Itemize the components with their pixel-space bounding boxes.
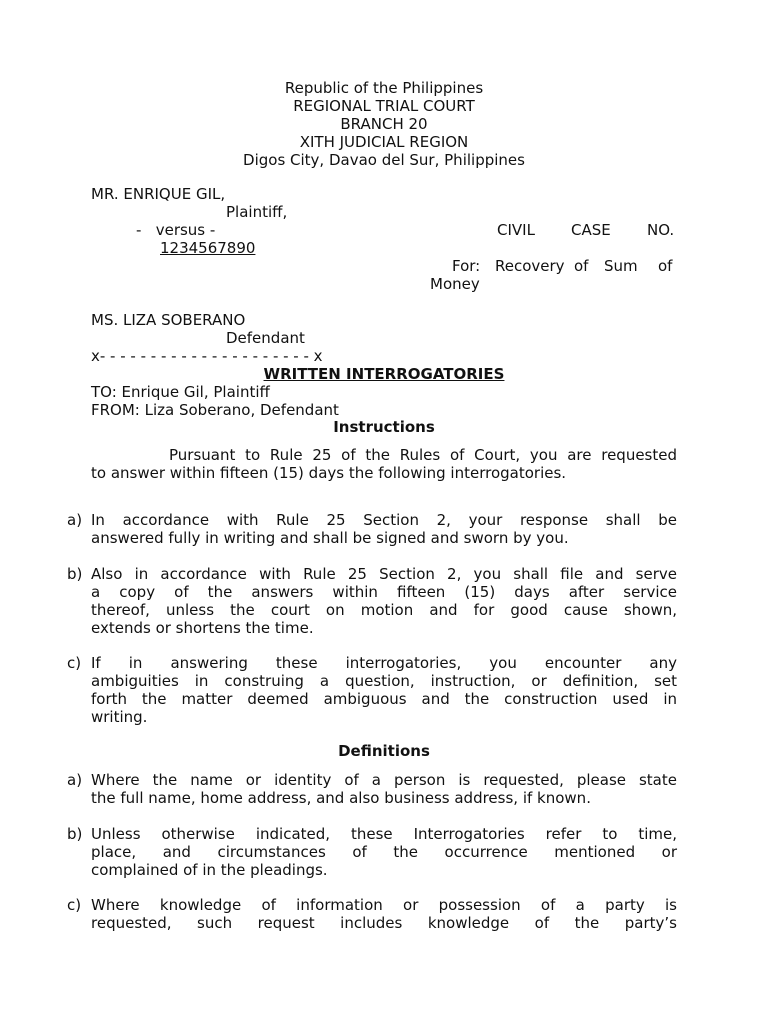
header-region: XITH JUDICIAL REGION — [299, 133, 469, 151]
instructions-heading: Instructions — [333, 418, 435, 436]
item-line: Where knowledge of information or possession of a party is — [91, 896, 677, 914]
instructions-intro — [91, 446, 677, 482]
item-line: complained of in the pleadings. — [91, 861, 328, 879]
caption-separator: x- - - - - - - - - - - - - - - - - - - - - x — [91, 347, 323, 365]
item-line: If in answering these interrogatories, you encounter any — [91, 654, 677, 672]
item-line: writing. — [91, 708, 148, 726]
for-word-of: of — [574, 257, 589, 275]
item-line: extends or shortens the time. — [91, 619, 314, 637]
to-line: TO: Enrique Gil, Plaintiff — [91, 383, 270, 401]
for-label: For: — [452, 257, 481, 275]
item-line: thereof, unless the court on motion and for good cause shown, — [91, 601, 677, 619]
item-line: a copy of the answers within fifteen (15) days after service — [91, 583, 677, 601]
header-branch: BRANCH 20 — [340, 115, 428, 133]
item-line: Unless otherwise indicated, these Interrogatories refer to time, — [91, 825, 677, 843]
for-word-money: Money — [430, 275, 480, 293]
for-word-sum: Sum — [604, 257, 638, 275]
defendant-name: MS. LIZA SOBERANO — [91, 311, 246, 329]
case-number: 1234567890 — [160, 239, 256, 257]
defendant-role: Defendant — [226, 329, 305, 347]
court-header — [0, 79, 768, 169]
header-location: Digos City, Davao del Sur, Philippines — [243, 151, 525, 169]
item-label: a) — [67, 771, 83, 789]
plaintiff-name: MR. ENRIQUE GIL, — [91, 185, 226, 203]
item-line: answered fully in writing and shall be signed and sworn by you. — [91, 529, 569, 547]
case-word: CASE — [571, 221, 611, 239]
item-label: b) — [67, 565, 83, 583]
header-court: REGIONAL TRIAL COURT — [293, 97, 475, 115]
item-label: c) — [67, 896, 82, 914]
item-line: place, and circumstances of the occurrence mentioned or — [91, 843, 677, 861]
civil-word: CIVIL — [497, 221, 535, 239]
header-republic: Republic of the Philippines — [284, 79, 484, 97]
item-line: In accordance with Rule 25 Section 2, your response shall be — [91, 511, 677, 529]
item-label: b) — [67, 825, 83, 843]
document-title: WRITTEN INTERROGATORIES — [263, 365, 505, 383]
item-label: c) — [67, 654, 82, 672]
item-line: forth the matter deemed ambiguous and the construction used in — [91, 690, 677, 708]
intro-line: to answer within fifteen (15) days the following interrogatories. — [91, 464, 567, 482]
definitions-heading: Definitions — [338, 742, 430, 760]
from-line: FROM: Liza Soberano, Defendant — [91, 401, 339, 419]
item-line: requested, such request includes knowledge of the party’s — [91, 914, 677, 932]
versus-text: - versus - — [136, 221, 216, 239]
no-word: NO. — [647, 221, 675, 239]
item-line: the full name, home address, and also business address, if known. — [91, 789, 591, 807]
item-line: ambiguities in construing a question, instruction, or definition, set — [91, 672, 677, 690]
item-label: a) — [67, 511, 83, 529]
intro-line: Pursuant to Rule 25 of the Rules of Court, you are requested — [91, 446, 677, 464]
item-line: Also in accordance with Rule 25 Section 2, you shall file and serve — [91, 565, 677, 583]
for-word-of-2: of — [658, 257, 673, 275]
plaintiff-role: Plaintiff, — [226, 203, 288, 221]
for-word-recovery: Recovery — [495, 257, 565, 275]
item-line: Where the name or identity of a person is requested, please state — [91, 771, 677, 789]
